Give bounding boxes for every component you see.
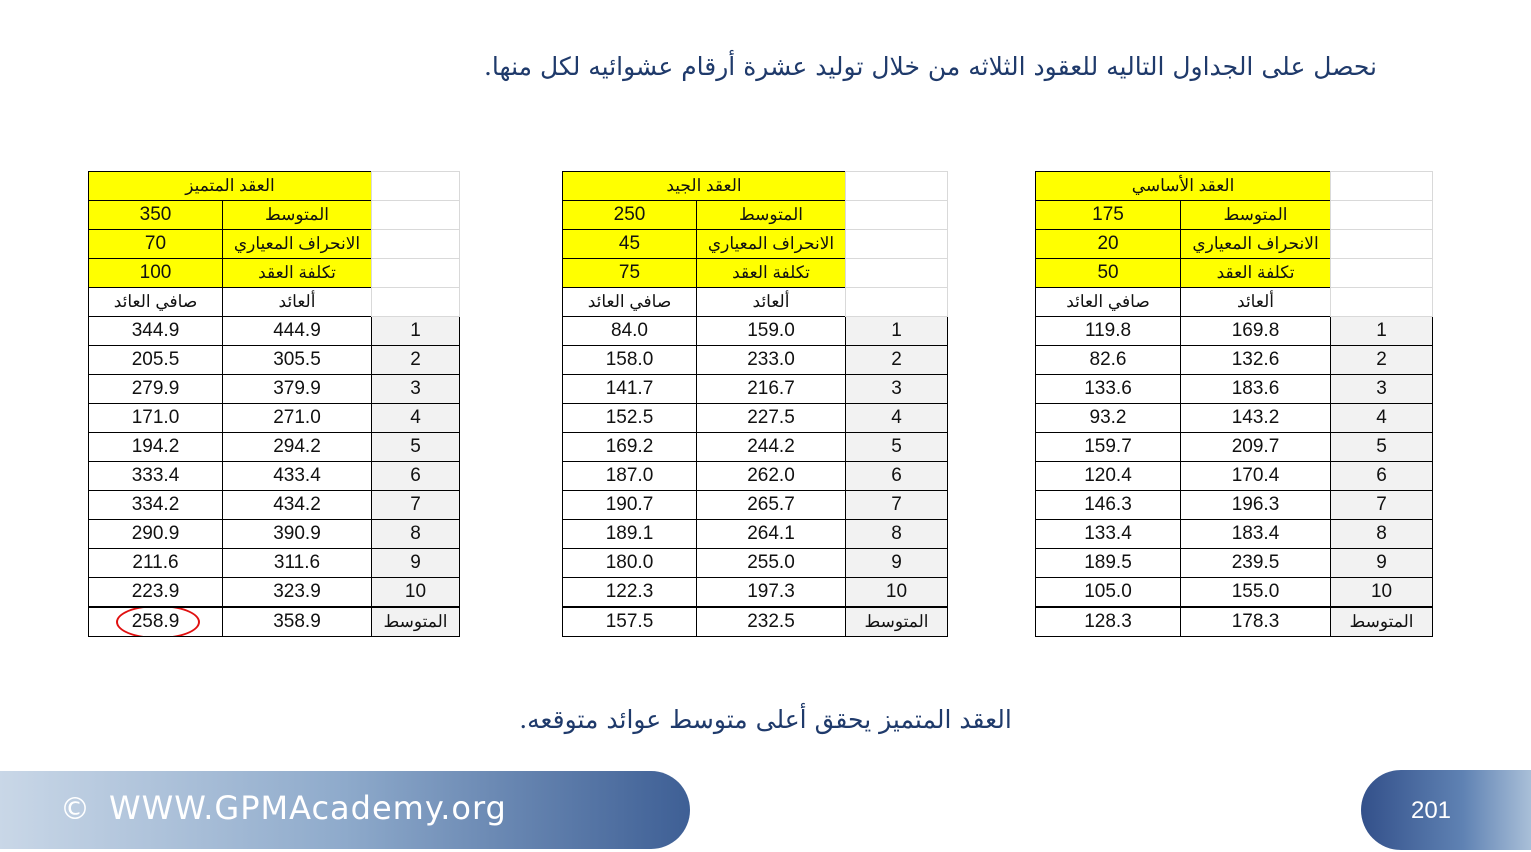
cost-row — [563, 259, 948, 288]
table-row — [89, 346, 460, 375]
table-row — [1036, 578, 1433, 608]
revenue-cell: 390.9 — [223, 520, 372, 549]
revenue-cell: 434.2 — [223, 491, 372, 520]
title-row — [563, 172, 948, 201]
table-row — [89, 375, 460, 404]
cost-label: تكلفة العقد — [1181, 259, 1331, 288]
net-revenue-cell: 133.6 — [1036, 375, 1181, 404]
table-row — [563, 462, 948, 491]
net-revenue-cell: 279.9 — [89, 375, 223, 404]
row-index: 3 — [372, 375, 460, 404]
revenue-cell: 196.3 — [1181, 491, 1331, 520]
revenue-cell: 264.1 — [697, 520, 846, 549]
table-row — [1036, 549, 1433, 578]
std-row — [1036, 230, 1433, 259]
mean-value: 350 — [89, 201, 223, 230]
row-index: 5 — [1331, 433, 1433, 462]
row-index: 7 — [1331, 491, 1433, 520]
table-row — [1036, 491, 1433, 520]
table-row — [89, 404, 460, 433]
row-index: 7 — [372, 491, 460, 520]
revenue-cell: 143.2 — [1181, 404, 1331, 433]
std-value: 20 — [1036, 230, 1181, 259]
row-index: 4 — [372, 404, 460, 433]
net-revenue-cell: 194.2 — [89, 433, 223, 462]
cost-value: 75 — [563, 259, 697, 288]
table-row — [563, 404, 948, 433]
revenue-header: ألعائد — [697, 288, 846, 317]
average-net-revenue — [89, 607, 223, 637]
table-row — [1036, 346, 1433, 375]
table-row — [89, 317, 460, 346]
cost-value: 50 — [1036, 259, 1181, 288]
table-row — [563, 375, 948, 404]
table-row — [1036, 462, 1433, 491]
revenue-cell: 227.5 — [697, 404, 846, 433]
revenue-cell: 169.8 — [1181, 317, 1331, 346]
blank-cell — [1331, 288, 1433, 317]
table-row — [563, 317, 948, 346]
title-row — [89, 172, 460, 201]
revenue-cell: 323.9 — [223, 578, 372, 608]
mean-row — [563, 201, 948, 230]
net-revenue-cell: 169.2 — [563, 433, 697, 462]
blank-cell — [846, 201, 948, 230]
average-label: المتوسط — [372, 607, 460, 637]
net-revenue-cell: 133.4 — [1036, 520, 1181, 549]
table-row — [563, 491, 948, 520]
blank-cell — [1331, 230, 1433, 259]
mean-label: المتوسط — [1181, 201, 1331, 230]
row-index: 4 — [846, 404, 948, 433]
std-row — [563, 230, 948, 259]
net-revenue-cell: 189.1 — [563, 520, 697, 549]
revenue-cell: 132.6 — [1181, 346, 1331, 375]
revenue-cell: 255.0 — [697, 549, 846, 578]
net-revenue-cell: 190.7 — [563, 491, 697, 520]
blank-cell — [846, 172, 948, 201]
revenue-cell: 305.5 — [223, 346, 372, 375]
blank-cell — [372, 172, 460, 201]
net-revenue-cell: 146.3 — [1036, 491, 1181, 520]
net-revenue-cell: 105.0 — [1036, 578, 1181, 608]
net-revenue-cell: 171.0 — [89, 404, 223, 433]
net-revenue-cell: 158.0 — [563, 346, 697, 375]
table-row — [1036, 317, 1433, 346]
revenue-cell: 159.0 — [697, 317, 846, 346]
std-value: 70 — [89, 230, 223, 259]
table-row — [89, 520, 460, 549]
average-net-revenue: 128.3 — [1036, 607, 1181, 637]
revenue-cell: 216.7 — [697, 375, 846, 404]
contract-title: العقد الأساسي — [1036, 172, 1331, 201]
row-index: 1 — [1331, 317, 1433, 346]
net-revenue-cell: 189.5 — [1036, 549, 1181, 578]
mean-value: 175 — [1036, 201, 1181, 230]
cost-label: تكلفة العقد — [697, 259, 846, 288]
row-index: 10 — [372, 578, 460, 608]
net-revenue-cell: 119.8 — [1036, 317, 1181, 346]
revenue-cell: 271.0 — [223, 404, 372, 433]
row-index: 6 — [372, 462, 460, 491]
net-revenue-cell: 334.2 — [89, 491, 223, 520]
page-number: 201 — [1410, 797, 1452, 824]
slide-heading-text: نحصل على الجداول التاليه للعقود الثلاثه من خلال توليد عشرة أرقام عشوائيه لكل منها. — [483, 52, 1378, 81]
net-revenue-cell: 122.3 — [563, 578, 697, 608]
row-index: 3 — [1331, 375, 1433, 404]
table-row — [1036, 404, 1433, 433]
blank-cell — [1331, 259, 1433, 288]
slide-heading — [0, 52, 1531, 81]
table-row — [89, 462, 460, 491]
average-net-revenue: 157.5 — [563, 607, 697, 637]
column-header-row — [1036, 288, 1433, 317]
revenue-cell: 244.2 — [697, 433, 846, 462]
row-index: 10 — [846, 578, 948, 608]
row-index: 2 — [846, 346, 948, 375]
std-label: الانحراف المعياري — [697, 230, 846, 259]
table-row — [563, 549, 948, 578]
contract-table-good — [562, 171, 948, 637]
std-label: الانحراف المعياري — [1181, 230, 1331, 259]
net-revenue-cell: 152.5 — [563, 404, 697, 433]
blank-cell — [372, 288, 460, 317]
revenue-cell: 262.0 — [697, 462, 846, 491]
blank-cell — [372, 201, 460, 230]
table-row — [1036, 375, 1433, 404]
net-revenue-cell: 159.7 — [1036, 433, 1181, 462]
row-index: 8 — [372, 520, 460, 549]
highlighted-average-net: 258.9 — [131, 611, 180, 632]
net-revenue-cell: 223.9 — [89, 578, 223, 608]
cost-label: تكلفة العقد — [223, 259, 372, 288]
conclusion-text: العقد المتميز يحقق أعلى متوسط عوائد متوقعه. — [519, 705, 1012, 734]
revenue-cell: 311.6 — [223, 549, 372, 578]
row-index: 3 — [846, 375, 948, 404]
revenue-header: ألعائد — [223, 288, 372, 317]
std-row — [89, 230, 460, 259]
average-label: المتوسط — [1331, 607, 1433, 637]
revenue-cell: 239.5 — [1181, 549, 1331, 578]
net-revenue-cell: 82.6 — [1036, 346, 1181, 375]
net-revenue-cell: 290.9 — [89, 520, 223, 549]
cost-value: 100 — [89, 259, 223, 288]
table-row — [563, 520, 948, 549]
revenue-header: ألعائد — [1181, 288, 1331, 317]
mean-row — [1036, 201, 1433, 230]
net-revenue-header: صافي العائد — [563, 288, 697, 317]
contract-title: العقد الجيد — [563, 172, 846, 201]
website-url[interactable]: WWW.GPMAcademy.org — [109, 789, 507, 827]
average-row — [563, 607, 948, 637]
row-index: 1 — [846, 317, 948, 346]
net-revenue-header: صافي العائد — [89, 288, 223, 317]
row-index: 8 — [846, 520, 948, 549]
revenue-cell: 379.9 — [223, 375, 372, 404]
blank-cell — [372, 259, 460, 288]
net-revenue-cell: 141.7 — [563, 375, 697, 404]
table-row — [563, 433, 948, 462]
row-index: 10 — [1331, 578, 1433, 608]
table-row — [89, 491, 460, 520]
average-row — [89, 607, 460, 637]
net-revenue-header: صافي العائد — [1036, 288, 1181, 317]
blank-cell — [1331, 172, 1433, 201]
table-row — [563, 578, 948, 608]
std-value: 45 — [563, 230, 697, 259]
table-row — [89, 549, 460, 578]
average-revenue: 178.3 — [1181, 607, 1331, 637]
row-index: 9 — [846, 549, 948, 578]
table-row — [1036, 433, 1433, 462]
copyright-icon: © — [60, 792, 91, 827]
table-row — [563, 346, 948, 375]
column-header-row — [563, 288, 948, 317]
revenue-cell: 294.2 — [223, 433, 372, 462]
table-row — [89, 433, 460, 462]
mean-label: المتوسط — [223, 201, 372, 230]
table-row — [89, 578, 460, 608]
blank-cell — [846, 288, 948, 317]
net-revenue-cell: 84.0 — [563, 317, 697, 346]
net-revenue-cell: 93.2 — [1036, 404, 1181, 433]
row-index: 6 — [1331, 462, 1433, 491]
row-index: 4 — [1331, 404, 1433, 433]
revenue-cell: 209.7 — [1181, 433, 1331, 462]
row-index: 5 — [372, 433, 460, 462]
net-revenue-cell: 180.0 — [563, 549, 697, 578]
row-index: 9 — [372, 549, 460, 578]
row-index: 2 — [372, 346, 460, 375]
row-index: 1 — [372, 317, 460, 346]
blank-cell — [1331, 201, 1433, 230]
column-header-row — [89, 288, 460, 317]
std-label: الانحراف المعياري — [223, 230, 372, 259]
blank-cell — [372, 230, 460, 259]
row-index: 8 — [1331, 520, 1433, 549]
title-row — [1036, 172, 1433, 201]
revenue-cell: 433.4 — [223, 462, 372, 491]
revenue-cell: 444.9 — [223, 317, 372, 346]
net-revenue-cell: 205.5 — [89, 346, 223, 375]
mean-row — [89, 201, 460, 230]
row-index: 9 — [1331, 549, 1433, 578]
contract-table-premium — [88, 171, 460, 637]
mean-value: 250 — [563, 201, 697, 230]
contract-table-body — [89, 172, 460, 637]
average-label: المتوسط — [846, 607, 948, 637]
net-revenue-cell: 120.4 — [1036, 462, 1181, 491]
average-row — [1036, 607, 1433, 637]
row-index: 2 — [1331, 346, 1433, 375]
row-index: 7 — [846, 491, 948, 520]
net-revenue-cell: 211.6 — [89, 549, 223, 578]
revenue-cell: 233.0 — [697, 346, 846, 375]
blank-cell — [846, 259, 948, 288]
average-revenue: 358.9 — [223, 607, 372, 637]
net-revenue-cell: 344.9 — [89, 317, 223, 346]
cost-row — [89, 259, 460, 288]
contract-table-body — [1036, 172, 1433, 637]
contract-title: العقد المتميز — [89, 172, 372, 201]
revenue-cell: 183.4 — [1181, 520, 1331, 549]
conclusion — [0, 705, 1531, 734]
contract-table-basic — [1035, 171, 1433, 637]
net-revenue-cell: 187.0 — [563, 462, 697, 491]
row-index: 6 — [846, 462, 948, 491]
mean-label: المتوسط — [697, 201, 846, 230]
net-revenue-cell: 333.4 — [89, 462, 223, 491]
revenue-cell: 265.7 — [697, 491, 846, 520]
cost-row — [1036, 259, 1433, 288]
row-index: 5 — [846, 433, 948, 462]
average-revenue: 232.5 — [697, 607, 846, 637]
table-row — [1036, 520, 1433, 549]
contract-table-body — [563, 172, 948, 637]
revenue-cell: 183.6 — [1181, 375, 1331, 404]
revenue-cell: 170.4 — [1181, 462, 1331, 491]
revenue-cell: 155.0 — [1181, 578, 1331, 608]
blank-cell — [846, 230, 948, 259]
footer-website[interactable] — [60, 789, 507, 827]
revenue-cell: 197.3 — [697, 578, 846, 608]
